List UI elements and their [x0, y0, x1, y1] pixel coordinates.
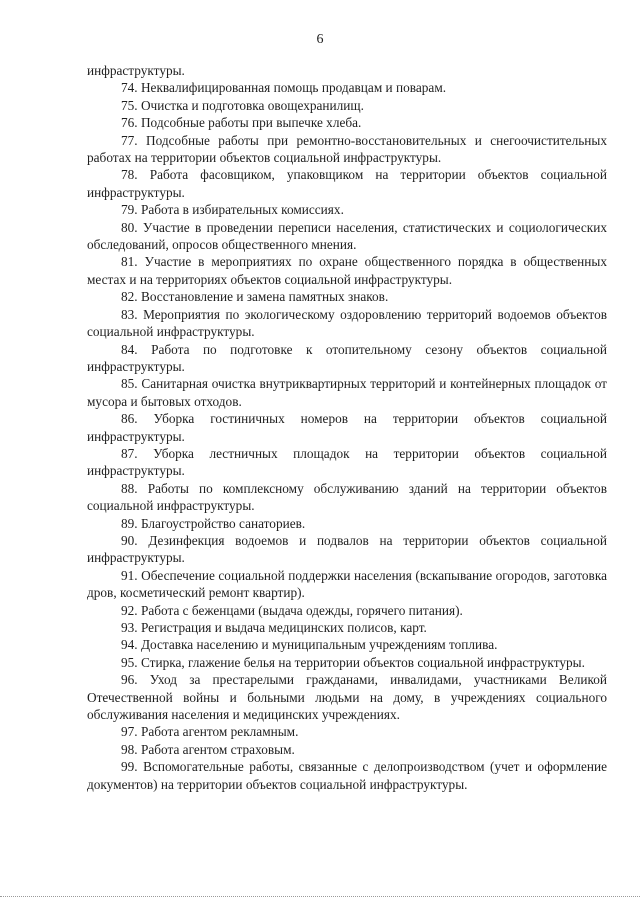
continuation-text: инфраструктуры.: [87, 63, 185, 78]
list-item-95: 95. Стирка, глажение белья на территории объектов социальной инфраструктуры.: [121, 654, 585, 670]
list-item-75: 75. Очистка и подготовка овощехранилищ.: [121, 97, 364, 113]
list-item-89: 89. Благоустройство санаториев.: [121, 515, 306, 531]
page-number: 6: [316, 32, 324, 47]
list-item-90: 90. Дезинфекция водоемов и подвалов на территории объектов социальной инфраструктуры.: [87, 532, 607, 566]
list-item-82: 82. Восстановление и замена памятных знаков.: [121, 289, 389, 305]
list-item-84: 84. Работа по подготовке к отопительному сезону объектов социальной инфраструктуры.: [87, 341, 607, 374]
list-item-76: 76. Подсобные работы при выпечке хлеба.: [121, 115, 362, 131]
list-item-86: 86. Уборка гостиничных номеров на территории объектов социальной инфраструктуры.: [87, 411, 607, 444]
list-item-93: 93. Регистрация и выдача медицинских полисов, карт.: [121, 620, 427, 635]
list-item-98: 98. Работа агентом страховым.: [121, 741, 295, 757]
list-item-83: 83. Мероприятия по экологическому оздоровлению территорий водоемов объектов социальной инфраструктуры.: [87, 306, 607, 340]
list-item-79: 79. Работа в избирательных комиссиях.: [121, 202, 344, 218]
list-item-96: 96. Уход за престарелыми гражданами, инвалидами, участниками Великой Отечественной войны и больными людьми на дому, в учреждениях социального обслуживания населения и медицинских учреждениях.: [87, 672, 607, 723]
list-item-97: 97. Работа агентом рекламным.: [121, 724, 299, 740]
list-item-88: 88. Работы по комплексному обслуживанию зданий на территории объектов социальной инфраструктуры.: [87, 480, 607, 514]
list-item-99: 99. Вспомогательные работы, связанные с делопроизводством (учет и оформление документов) на территории объектов социальной инфраструктуры.: [87, 759, 607, 792]
list-item-91: 91. Обеспечение социальной поддержки населения (вскапывание огородов, заготовка дров, косметический ремонт квартир).: [87, 567, 607, 601]
list-item-74: 74. Неквалифицированная помощь продавцам и поварам.: [121, 80, 447, 96]
list-item-80: 80. Участие в проведении переписи населения, статистических и социологических обследований, опросов общественного мнения.: [87, 219, 607, 253]
page-bottom-edge: [0, 896, 640, 897]
list-item-94: 94. Доставка населению и муниципальным учреждениям топлива.: [121, 637, 498, 653]
list-item-78: 78. Работа фасовщиком, упаковщиком на территории объектов социальной инфраструктуры.: [87, 167, 607, 200]
list-item-87: 87. Уборка лестничных площадок на территории объектов социальной инфраструктуры.: [87, 445, 607, 479]
list-item-77: 77. Подсобные работы при ремонтно-восстановительных и снегоочистительных работах на территории объектов социальной инфраструктуры.: [87, 132, 607, 166]
document-body: [87, 62, 607, 793]
list-item-92: 92. Работа с беженцами (выдача одежды, горячего питания).: [121, 602, 463, 618]
list-item-81: 81. Участие в мероприятиях по охране общественного порядка в общественных местах и на территориях объектов социальной инфраструктуры.: [87, 254, 607, 287]
list-item-85: 85. Санитарная очистка внутриквартирных территорий и контейнерных площадок от мусора и бытовых отходов.: [87, 376, 607, 409]
